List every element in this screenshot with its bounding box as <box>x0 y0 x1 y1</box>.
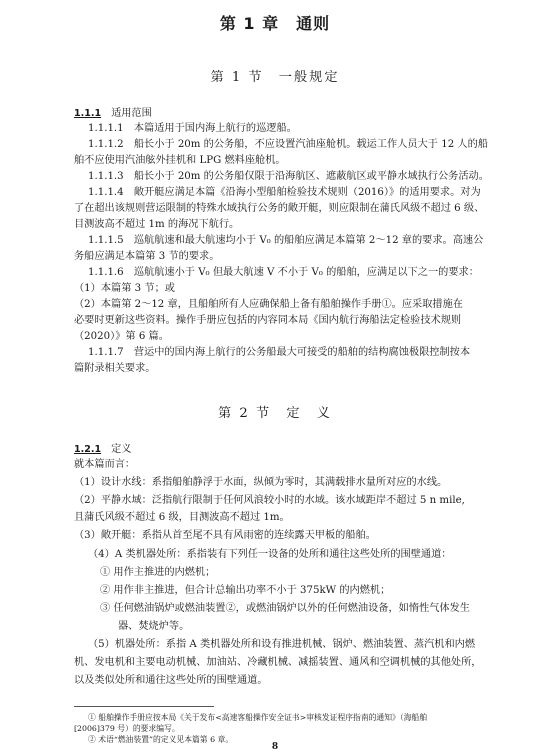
paragraph-line: 1.1.1.7 营运中的国内海上航行的公务船最大可接受的船舶的结构腐蚀极限控制按本 <box>88 347 471 358</box>
paragraph-line: 器、焚烧炉等。 <box>118 621 190 632</box>
list-item: （5）机器处所：系指 A 类机器处所和设有推进机械、锅炉、燃油装置、蒸汽机和内燃 <box>88 639 476 650</box>
subsection-title: 定义 <box>111 444 132 455</box>
paragraph-line: 机、发电机和主要电动机械、加油站、冷藏机械、减摇装置、通风和空调机械的其他处所， <box>74 657 482 668</box>
subsection-number: 1.2.1 <box>74 444 102 455</box>
paragraph-line: 篇附录相关要求。 <box>74 363 156 374</box>
footnote-1: ① 船舶操作手册应按本局《关于发布<高速客船操作安全证书>审核发证程序指南的通知》（海船舶 <box>88 713 428 722</box>
section-title-2: 第 2 节 定 义 <box>218 406 332 421</box>
footnote-divider <box>74 706 214 707</box>
sub-list-item: ① 用作主推进的内燃机； <box>100 567 216 578</box>
list-item: （2）平静水域：泛指航行限制于任何风浪较小时的水域。该水域距岸不超过 5 n mile, <box>74 495 465 506</box>
paragraph-line: 1.1.1.4 敞开艇应满足本篇《沿海小型船舶检验技术规则（2016）》的适用要求。对为 <box>88 187 481 198</box>
paragraph-line: 了在超出该规则营运限制的特殊水域执行公务的敞开艇，则应限制在蒲氏风级不超过 6 级、 <box>74 203 485 214</box>
paragraph-line: 1.1.1.6 巡航航速小于 V₀ 但最大航速 V 不小于 V₀ 的船舶，应满足以下之一的要求： <box>88 267 479 278</box>
subsection-heading-1-1-1 <box>74 104 152 119</box>
list-item: （3）敞开艇：系指从首至尾不具有风雨密的连续露天甲板的船舶。 <box>74 530 376 541</box>
chapter-title: 第 1 章 通则 <box>219 14 331 33</box>
paragraph-line: （2020）》第 6 篇。 <box>74 331 169 342</box>
footnote-1-continued: [2006]379 号）的要求编写。 <box>74 724 180 733</box>
page-number: 8 <box>271 742 279 752</box>
paragraph-line: 务船应满足本篇第 3 节的要求。 <box>74 251 220 262</box>
paragraph-line: 舶不应使用汽油舷外挂机和 LPG 燃料座舱机。 <box>74 155 286 166</box>
subsection-heading-1-2-1 <box>74 440 131 455</box>
paragraph-line: 1.1.1.5 巡航航速和最大航速均小于 V₀ 的船舶应满足本篇第 2～12 章的要求。高速公 <box>88 235 484 246</box>
paragraph-line: 以及类似处所和通往这些处所的围壁通道。 <box>74 675 268 686</box>
footnote-2: ② 术语“燃油装置”的定义见本篇第 6 章。 <box>88 735 234 744</box>
sub-list-item: ③ 任何燃油锅炉或燃油装置②，或燃油锅炉以外的任何燃油设备，如惰性气体发生 <box>100 603 470 614</box>
paragraph-line: 1.1.1.1 本篇适用于国内海上航行的巡逻船。 <box>88 123 297 134</box>
list-item: （1）设计水线：系指船舶静浮于水面，纵倾为零时，其满载排水量所对应的水线。 <box>74 477 448 488</box>
list-item: （1）本篇第 3 节；或 <box>74 283 175 294</box>
sub-list-item: ② 用作非主推进，但合计总输出功率不小于 375kW 的内燃机； <box>100 585 391 596</box>
list-item: （2）本篇第 2～12 章，且船舶所有人应确保船上备有船舶操作手册①。应采取措施在 <box>74 299 463 310</box>
subsection-number: 1.1.1 <box>74 108 102 119</box>
paragraph-line: 就本篇而言： <box>74 459 136 470</box>
list-item: （4）A 类机器处所：系指装有下列任一设备的处所和通往这些处所的围壁通道： <box>88 549 452 560</box>
paragraph-line: 1.1.1.2 船长小于 20m 的公务船，不应设置汽油座舱机。载运工作人员大于 12 人的船 <box>88 139 488 150</box>
subsection-title: 适用范围 <box>111 108 152 119</box>
paragraph-line: 目测波高不超过 1m 的海况下航行。 <box>74 219 240 230</box>
section-title-1: 第 1 节 一般规定 <box>210 70 340 85</box>
paragraph-line: 必要时更新这些资料。操作手册应包括的内容同本局《国内航行海船法定检验技术规则 <box>74 315 462 326</box>
paragraph-line: 且蒲氏风级不超过 6 级，目测波高不超过 1m。 <box>74 512 290 523</box>
paragraph-line: 1.1.1.3 船长小于 20m 的公务船仅限于沿海航区、遮蔽航区或平静水域执行公务活动。 <box>88 171 489 182</box>
